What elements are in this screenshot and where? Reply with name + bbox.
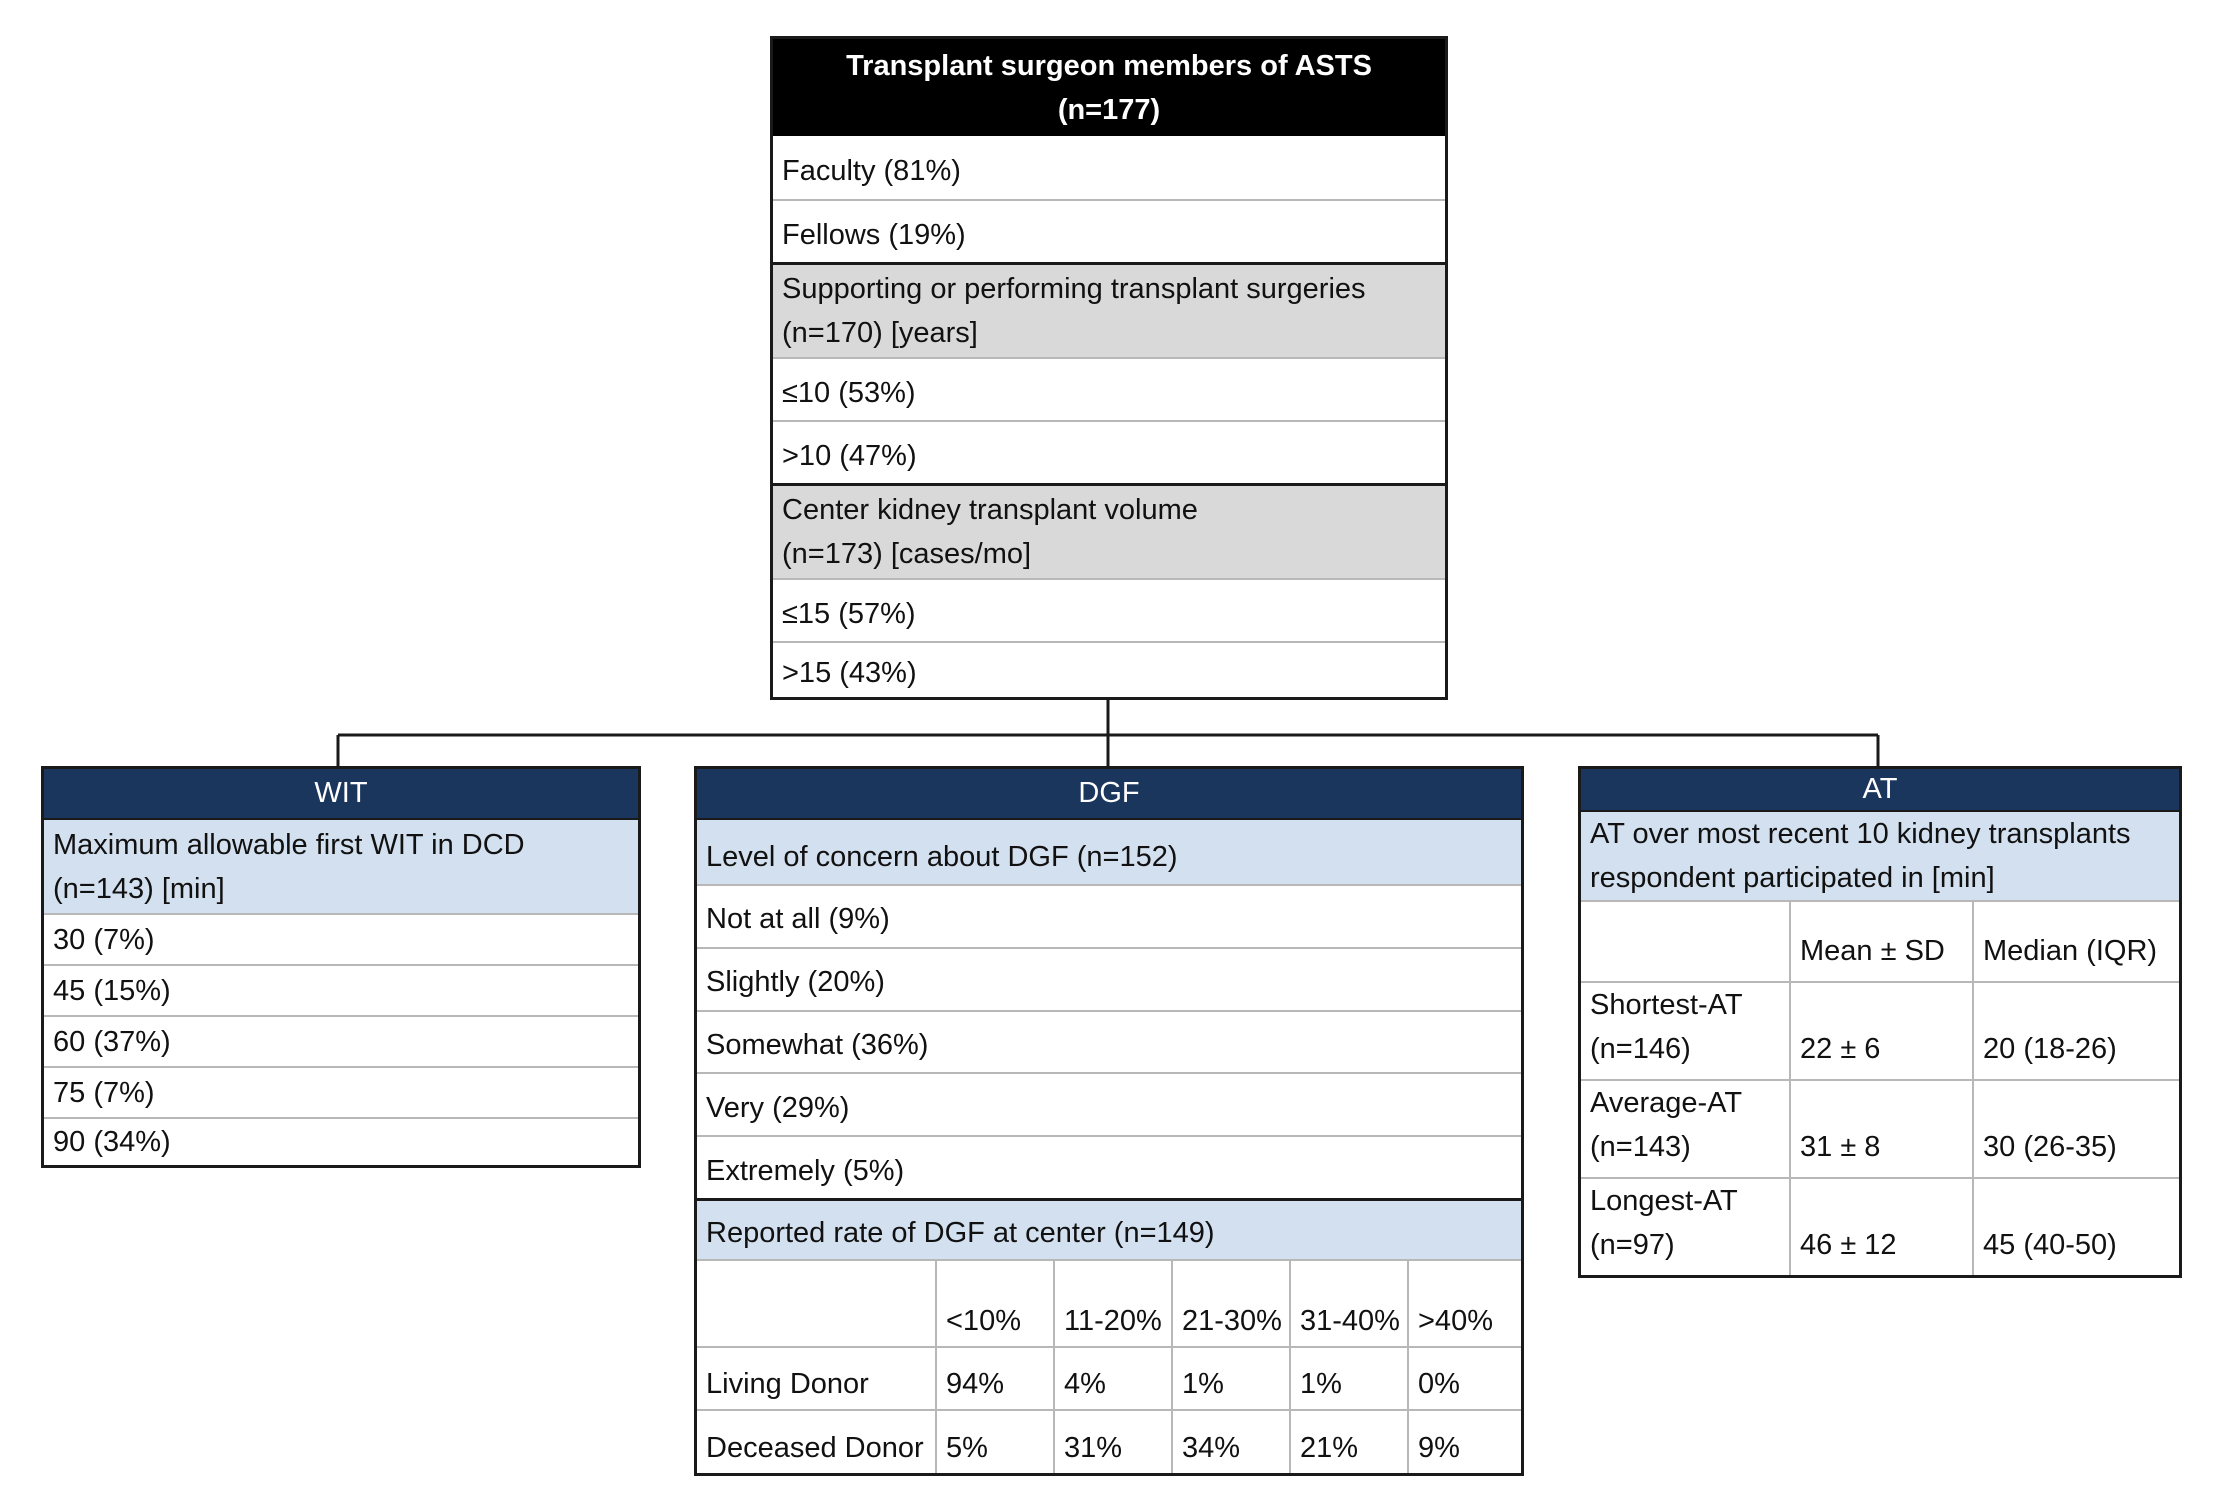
wit-subheader bbox=[44, 818, 638, 913]
at-row-label-count: (n=143) bbox=[1590, 1131, 1691, 1163]
experience-row-le10 bbox=[773, 357, 1445, 420]
role-label: Faculty (81%) bbox=[782, 154, 961, 187]
volume-section-header bbox=[773, 483, 1445, 578]
role-label: Fellows (19%) bbox=[782, 218, 966, 251]
at-subheader-line2: respondent participated in [min] bbox=[1590, 862, 1995, 894]
concern-row bbox=[697, 1135, 1521, 1198]
at-row-average bbox=[1581, 1080, 2179, 1178]
concern-label: Extremely (5%) bbox=[706, 1154, 905, 1187]
at-row-label-name: Longest-AT bbox=[1590, 1185, 1738, 1217]
asts-count: (n=177) bbox=[1057, 93, 1161, 126]
volume-label: >15 (43%) bbox=[782, 657, 917, 689]
rate-column-header: <10% bbox=[936, 1261, 1054, 1347]
rate-column-header: >40% bbox=[1408, 1261, 1521, 1347]
at-median-cell: 20 (18-26) bbox=[1973, 982, 2179, 1080]
rate-row-living bbox=[697, 1347, 1521, 1410]
wit-value: 30 (7%) bbox=[53, 923, 155, 956]
rate-cell: 5% bbox=[936, 1410, 1054, 1473]
at-header-row bbox=[1581, 902, 2179, 982]
at-mean-cell: 22 ± 6 bbox=[1790, 982, 1973, 1080]
wit-subheader-line1: Maximum allowable first WIT in DCD bbox=[53, 828, 525, 861]
wit-row bbox=[44, 1117, 638, 1165]
at-row-label-count: (n=97) bbox=[1590, 1229, 1675, 1261]
wit-title: WIT bbox=[314, 777, 368, 809]
concern-row bbox=[697, 1010, 1521, 1073]
dgf-box bbox=[694, 766, 1524, 1476]
at-subheader bbox=[1581, 810, 2179, 900]
rate-cell: 1% bbox=[1172, 1347, 1290, 1410]
at-median-cell: 30 (26-35) bbox=[1973, 1080, 2179, 1178]
rate-cell: 34% bbox=[1172, 1410, 1290, 1473]
concern-label: Not at all (9%) bbox=[706, 903, 890, 936]
at-median-cell: 45 (40-50) bbox=[1973, 1178, 2179, 1275]
dgf-header bbox=[697, 769, 1521, 818]
role-row-fellows bbox=[773, 199, 1445, 262]
at-row-label-name: Average-AT bbox=[1590, 1087, 1743, 1119]
concern-label: Very (29%) bbox=[706, 1091, 850, 1124]
concern-row bbox=[697, 947, 1521, 1010]
wit-value: 90 (34%) bbox=[53, 1126, 171, 1158]
asts-header bbox=[773, 39, 1445, 136]
at-row-label bbox=[1581, 982, 1790, 1080]
rate-title: Reported rate of DGF at center (n=149) bbox=[706, 1217, 1215, 1250]
rate-cell: 21% bbox=[1290, 1410, 1408, 1473]
at-row-label-count: (n=146) bbox=[1590, 1033, 1691, 1065]
at-column-header: Median (IQR) bbox=[1973, 902, 2179, 982]
section-subtitle: (n=173) [cases/mo] bbox=[782, 538, 1032, 570]
wit-row bbox=[44, 1066, 638, 1117]
dgf-rate-header bbox=[697, 1198, 1521, 1259]
dgf-rate-table-wrap bbox=[697, 1259, 1521, 1473]
dgf-concern-header bbox=[697, 818, 1521, 884]
rate-row-label: Living Donor bbox=[697, 1347, 936, 1410]
rate-cell: 31% bbox=[1054, 1410, 1172, 1473]
wit-row bbox=[44, 964, 638, 1015]
concern-label: Slightly (20%) bbox=[706, 966, 885, 999]
rate-column-header: 21-30% bbox=[1172, 1261, 1290, 1347]
volume-label: ≤15 (57%) bbox=[782, 597, 916, 630]
concern-row bbox=[697, 1072, 1521, 1135]
dgf-title: DGF bbox=[1078, 776, 1140, 809]
wit-value: 75 (7%) bbox=[53, 1076, 155, 1109]
at-corner-cell bbox=[1581, 902, 1790, 982]
wit-subheader-line2: (n=143) [min] bbox=[53, 872, 225, 905]
at-subheader-line1: AT over most recent 10 kidney transplants bbox=[1590, 818, 2131, 850]
dgf-rate-table bbox=[697, 1261, 1521, 1473]
section-title: Supporting or performing transplant surgeries bbox=[782, 273, 1366, 305]
concern-row bbox=[697, 884, 1521, 947]
asts-members-box bbox=[770, 36, 1448, 700]
concern-title: Level of concern about DGF (n=152) bbox=[706, 840, 1178, 873]
rate-cell: 4% bbox=[1054, 1347, 1172, 1410]
wit-row bbox=[44, 913, 638, 964]
rate-cell: 1% bbox=[1290, 1347, 1408, 1410]
at-row-shortest bbox=[1581, 982, 2179, 1080]
rate-row-deceased bbox=[697, 1410, 1521, 1473]
at-row-label bbox=[1581, 1080, 1790, 1178]
wit-value: 60 (37%) bbox=[53, 1025, 171, 1058]
section-title: Center kidney transplant volume bbox=[782, 494, 1198, 526]
at-table bbox=[1581, 902, 2179, 1275]
section-subtitle: (n=170) [years] bbox=[782, 317, 978, 349]
at-title: AT bbox=[1862, 773, 1898, 805]
at-table-wrap bbox=[1581, 900, 2179, 1275]
rate-column-header: 31-40% bbox=[1290, 1261, 1408, 1347]
rate-corner-cell bbox=[697, 1261, 936, 1347]
at-row-label-name: Shortest-AT bbox=[1590, 989, 1743, 1021]
rate-row-label: Deceased Donor bbox=[697, 1410, 936, 1473]
wit-row bbox=[44, 1015, 638, 1066]
rate-column-header: 11-20% bbox=[1054, 1261, 1172, 1347]
rate-cell: 94% bbox=[936, 1347, 1054, 1410]
asts-title: Transplant surgeon members of ASTS bbox=[846, 49, 1372, 82]
wit-value: 45 (15%) bbox=[53, 974, 171, 1007]
at-header bbox=[1581, 769, 2179, 810]
volume-row-gt15 bbox=[773, 641, 1445, 697]
at-mean-cell: 31 ± 8 bbox=[1790, 1080, 1973, 1178]
concern-label: Somewhat (36%) bbox=[706, 1028, 929, 1061]
at-column-header: Mean ± SD bbox=[1790, 902, 1973, 982]
at-row-longest bbox=[1581, 1178, 2179, 1275]
at-box bbox=[1578, 766, 2182, 1278]
volume-row-le15 bbox=[773, 578, 1445, 641]
experience-row-gt10 bbox=[773, 420, 1445, 483]
experience-label: ≤10 (53%) bbox=[782, 376, 916, 409]
at-row-label bbox=[1581, 1178, 1790, 1275]
experience-section-header bbox=[773, 262, 1445, 357]
wit-box bbox=[41, 766, 641, 1168]
at-mean-cell: 46 ± 12 bbox=[1790, 1178, 1973, 1275]
wit-header bbox=[44, 769, 638, 818]
role-row-faculty bbox=[773, 136, 1445, 199]
rate-cell: 0% bbox=[1408, 1347, 1521, 1410]
experience-label: >10 (47%) bbox=[782, 439, 917, 472]
rate-cell: 9% bbox=[1408, 1410, 1521, 1473]
rate-header-row bbox=[697, 1261, 1521, 1347]
